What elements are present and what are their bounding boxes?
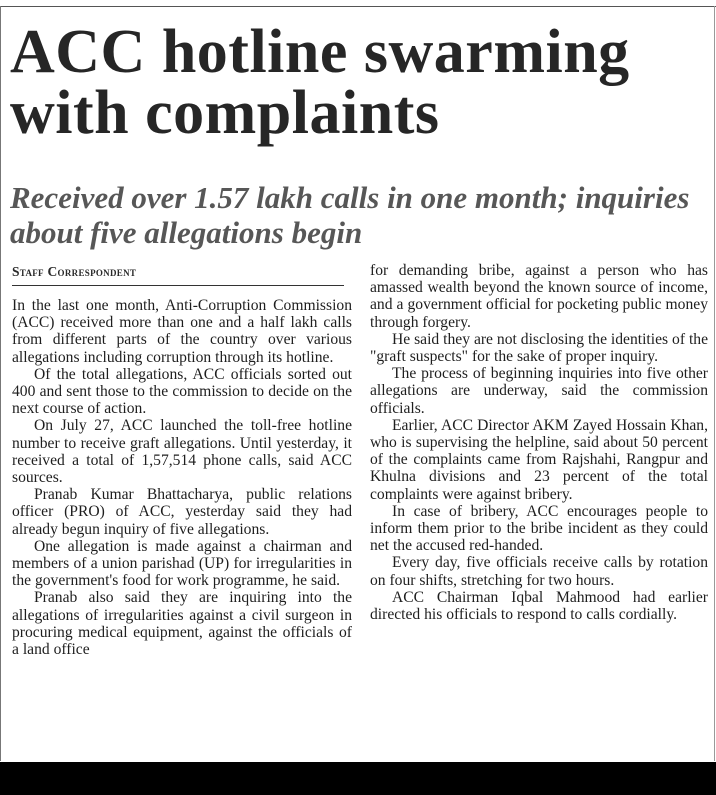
subheadline: Received over 1.57 lakh calls in one month; inquiries about five allegations begin: [10, 180, 690, 250]
left-column: [12, 297, 352, 658]
paragraph: Every day, five officials receive calls by rotation on four shifts, stretching for two hours.: [370, 554, 708, 589]
right-column: [370, 262, 708, 623]
paragraph: Pranab Kumar Bhattacharya, public relations officer (PRO) of ACC, yesterday said they had already begun inquiry of five allegations.: [12, 486, 352, 538]
byline: Staff Correspondent: [12, 264, 137, 279]
paragraph: ACC Chairman Iqbal Mahmood had earlier directed his officials to respond to calls cordially.: [370, 588, 708, 624]
bottom-black-bar: [0, 762, 716, 795]
paragraph: On July 27, ACC launched the toll-free hotline number to receive graft allegations. Until yesterday, it received a total of 1,57,514 phone calls, said ACC sources.: [12, 417, 352, 487]
paragraph: He said they are not disclosing the identities of the "graft suspects" for the sake of proper inquiry.: [370, 330, 708, 366]
headline: ACC hotline swarming with complaints: [10, 18, 630, 147]
paragraph: One allegation is made against a chairman and members of a union parishad (UP) for irregularities in the government's food for work programme, he said.: [12, 537, 352, 590]
right-border: [714, 6, 715, 761]
paragraph: Of the total allegations, ACC officials sorted out 400 and sent those to the commission to decide on the next course of action.: [12, 365, 352, 418]
top-border: [0, 6, 716, 7]
paragraph: In case of bribery, ACC encourages people to inform them prior to the bribe incident as they could net the accused red-handed.: [370, 502, 708, 555]
byline-divider: [12, 285, 344, 286]
paragraph: In the last one month, Anti-Corruption Commission (ACC) received more than one and a half lakh calls from different parts of the country over various allegations including corruption through its hotline.: [12, 297, 352, 366]
paragraph: The process of beginning inquiries into five other allegations are underway, said the commission officials.: [370, 365, 708, 417]
paragraph: for demanding bribe, against a person who has amassed wealth beyond the known source of income, and a government official for pocketing public money through forgery.: [370, 262, 708, 331]
left-border: [0, 6, 1, 761]
paragraph: Pranab also said they are inquiring into the allegations of irregularities against a civil surgeon in procuring medical equipment, against the officials of a land office: [12, 589, 352, 659]
paragraph: Earlier, ACC Director AKM Zayed Hossain Khan, who is supervising the helpline, said about 50 percent of the complaints came from Rajshahi, Rangpur and Khulna divisions and 23 percent of the total complaints were against bribery.: [370, 416, 708, 503]
